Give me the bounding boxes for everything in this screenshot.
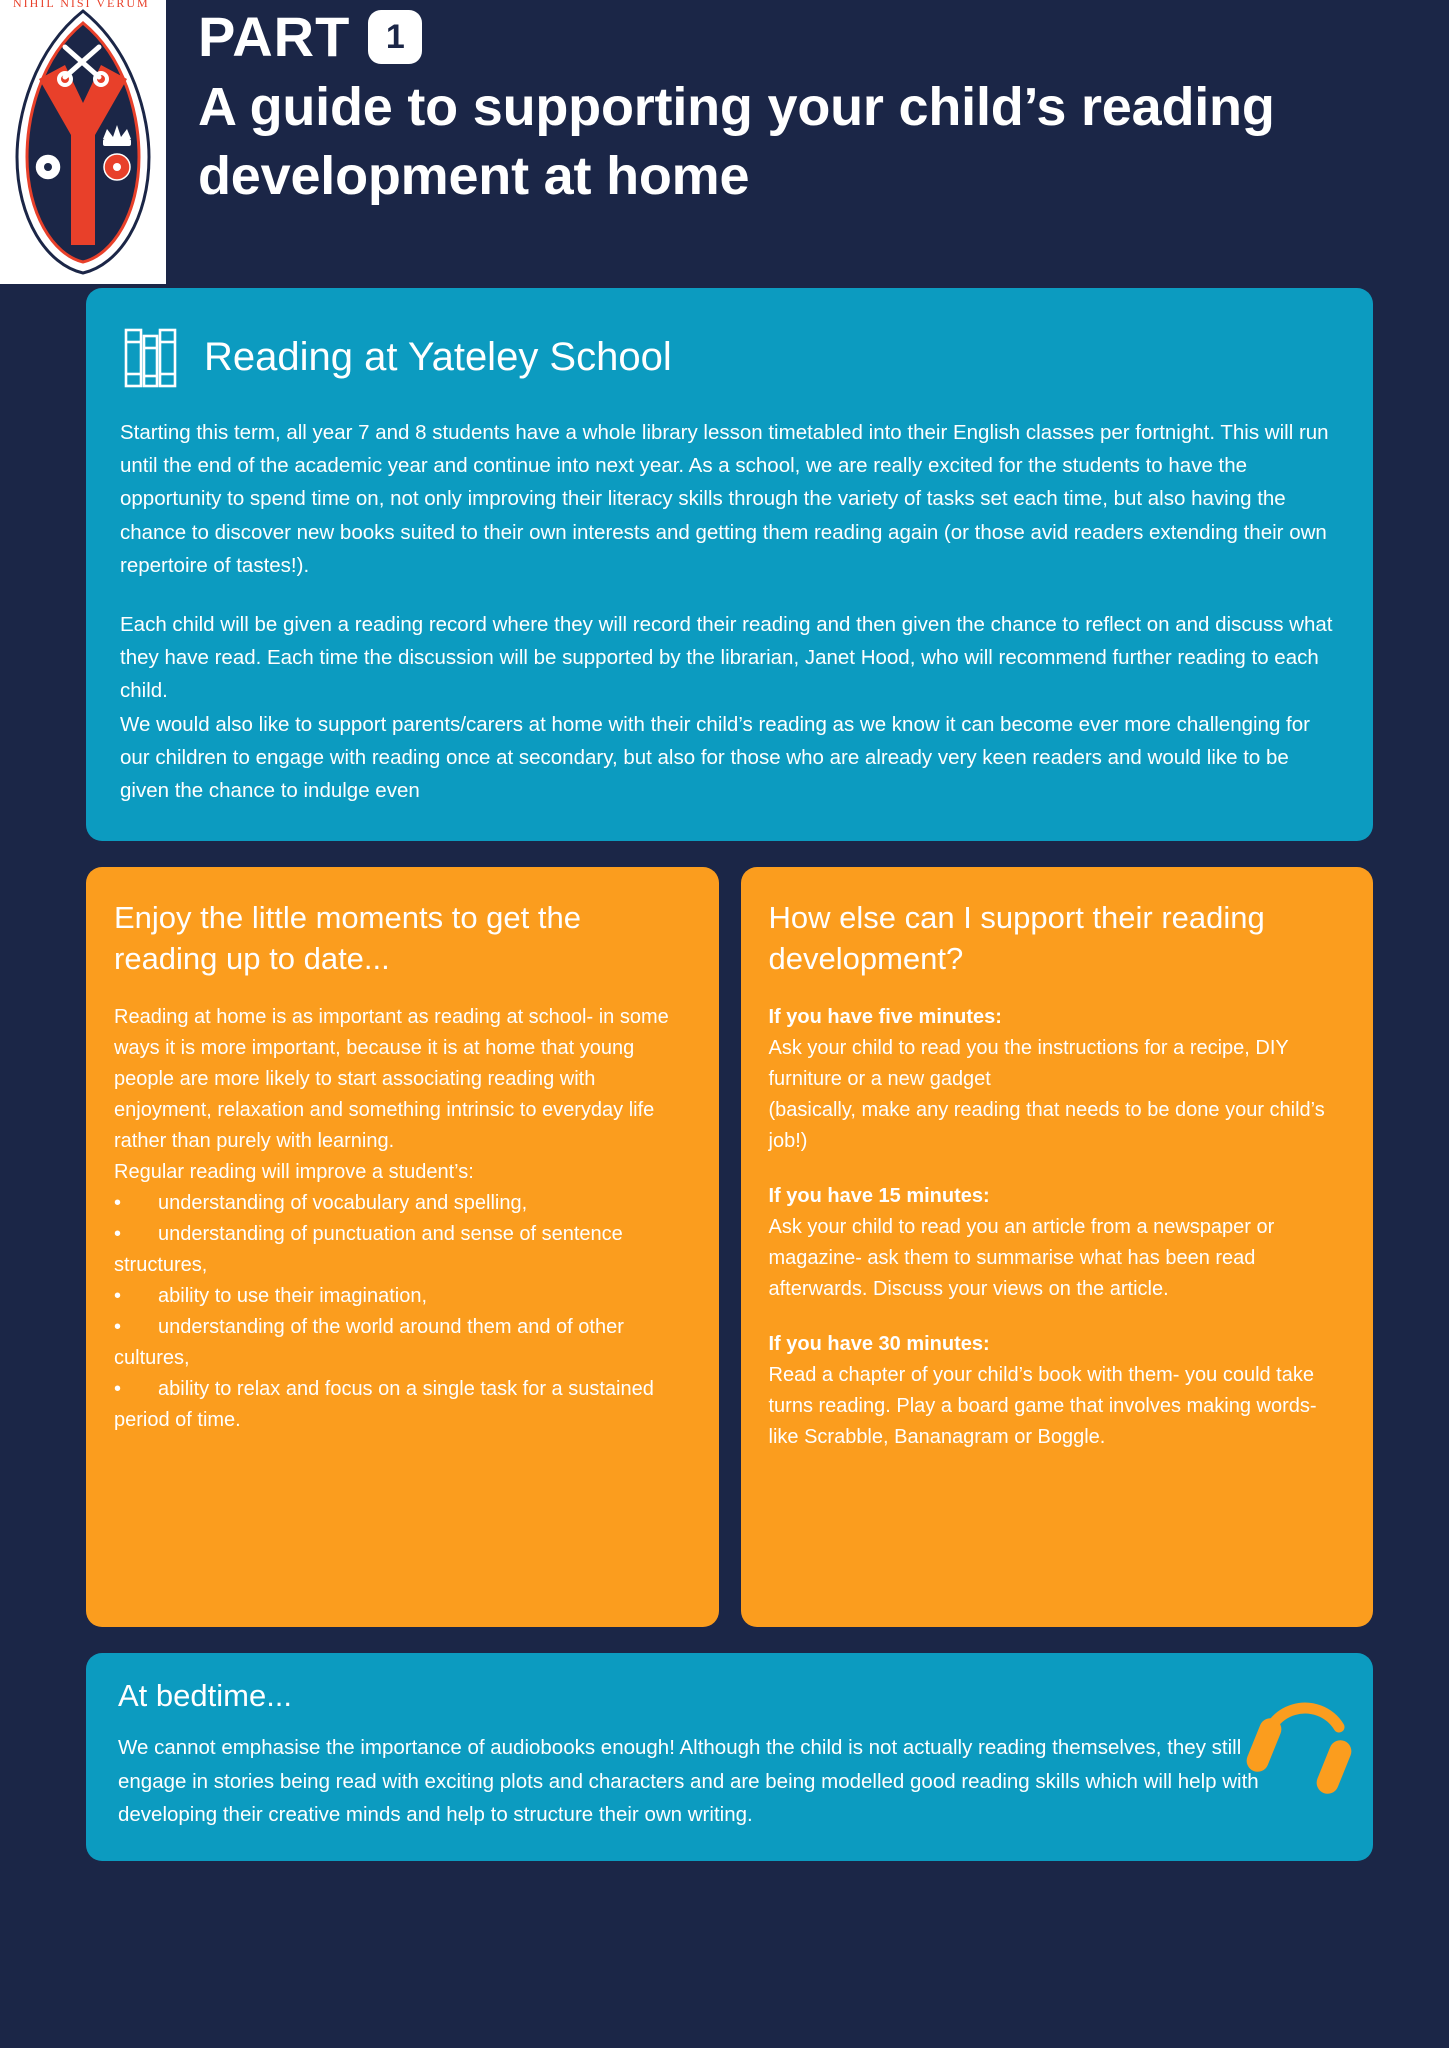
card-header-row xyxy=(120,326,1339,388)
left-bullet-list xyxy=(114,1188,691,1436)
bullet-dot-icon: • xyxy=(114,1315,122,1338)
page-header xyxy=(0,0,1449,288)
paragraph-1: Starting this term, all year 7 and 8 students have a whole library lesson timetabled into their English classes per fortnight. This will run until the end of the academic year and continue into next year. As a school, we are really excited for the students to have the opportunity to spend time on, not only improving their literacy skills through the variety of tasks set each time, but also having the chance to discover new books suited to their own interests and getting them reading again (or those avid readers extending their own repertoire of tastes!). xyxy=(120,421,1329,577)
section-body: Ask your child to read you the instructions for a recipe, DIY furniture or a new gadget (basically, make any reading that needs to be done your child’s job!) xyxy=(768,1036,1325,1152)
part-number-badge: 1 xyxy=(368,10,422,64)
section-heading: If you have five minutes: xyxy=(768,1005,1002,1028)
bullet-item xyxy=(114,1281,691,1312)
card-title: Reading at Yateley School xyxy=(204,335,672,379)
paragraph-2: Each child will be given a reading record where they will record their reading and then given the chance to reflect on and discuss what they have read. Each time the discussion will be supported by the librarian, Janet Hood, who will recommend further reading to each child. xyxy=(120,613,1333,703)
section-heading: If you have 15 minutes: xyxy=(768,1184,990,1207)
bullet-dot-icon: • xyxy=(114,1222,122,1245)
section-spacer xyxy=(769,1305,1346,1329)
bullet-text: ability to use their imagination, xyxy=(158,1284,428,1307)
crest-svg xyxy=(13,0,153,277)
how-else-support-card xyxy=(741,867,1374,1627)
header-text-block xyxy=(166,0,1449,211)
left-card-title: Enjoy the little moments to get the reading up to date... xyxy=(114,900,581,977)
right-card-body xyxy=(769,1002,1346,1453)
bullet-item xyxy=(114,1374,691,1436)
section-spacer xyxy=(769,1157,1346,1181)
page-title: A guide to supporting your child’s reading development at home xyxy=(198,76,1275,206)
bullet-text: ability to relax and focus on a single task for a sustained period of time. xyxy=(114,1377,654,1431)
books-icon xyxy=(124,326,182,388)
headphones-icon xyxy=(1243,1671,1363,1796)
part-row xyxy=(198,5,1449,68)
section-body: Read a chapter of your child’s book with them- you could take turns reading. Play a board game that involves making words- like Scrabble, Bananagram or Boggle. xyxy=(768,1363,1317,1448)
card-body xyxy=(120,416,1339,807)
part-label: PART xyxy=(198,5,351,68)
left-paragraph-1: Reading at home is as important as reading at school- in some ways it is more important, because it is at home that young people are more likely to start associating reading with enjoyment, relaxation and something intrinsic to everyday life rather than purely with learning. xyxy=(114,1005,669,1152)
bullet-text: understanding of punctuation and sense of sentence structures, xyxy=(114,1222,623,1276)
bullet-item xyxy=(114,1312,691,1374)
bullet-item xyxy=(114,1188,691,1219)
crest-motto: NIHIL NISI VERUM xyxy=(13,0,150,10)
bullet-dot-icon: • xyxy=(114,1191,122,1214)
two-column-section xyxy=(86,867,1373,1627)
bullet-text: understanding of vocabulary and spelling, xyxy=(158,1191,528,1214)
paragraph-3: We would also like to support parents/carers at home with their child’s reading as we know it can become ever more challenging for our children to engage with reading once at secondary, but also for those who are already very keen readers and would like to be given the chance to indulge even xyxy=(120,712,1310,803)
bedtime-title: At bedtime... xyxy=(118,1678,293,1714)
bullet-text: understanding of the world around them and of other cultures, xyxy=(114,1315,624,1369)
section-heading: If you have 30 minutes: xyxy=(768,1332,990,1355)
school-crest-logo xyxy=(0,0,166,284)
section-body: Ask your child to read you an article from a newspaper or magazine- ask them to summarise what has been read afterwards. Discuss your views on the article. xyxy=(768,1215,1275,1300)
bullet-dot-icon: • xyxy=(114,1377,122,1400)
at-bedtime-card xyxy=(86,1653,1373,1861)
left-paragraph-2: Regular reading will improve a student’s: xyxy=(114,1160,474,1183)
bullet-item xyxy=(114,1219,691,1281)
reading-at-school-card xyxy=(86,288,1373,841)
right-card-title: How else can I support their reading development? xyxy=(768,900,1265,977)
enjoy-moments-card xyxy=(86,867,719,1627)
bullet-dot-icon: • xyxy=(114,1284,122,1307)
bedtime-body: We cannot emphasise the importance of audiobooks enough! Although the child is not actually reading themselves, they still engage in stories being read with exciting plots and characters and are being modelled good reading skills which will help with developing their creative minds and help to structure their own writing. xyxy=(118,1736,1259,1826)
left-card-body xyxy=(114,1002,691,1436)
paragraph-spacer xyxy=(120,582,1339,608)
